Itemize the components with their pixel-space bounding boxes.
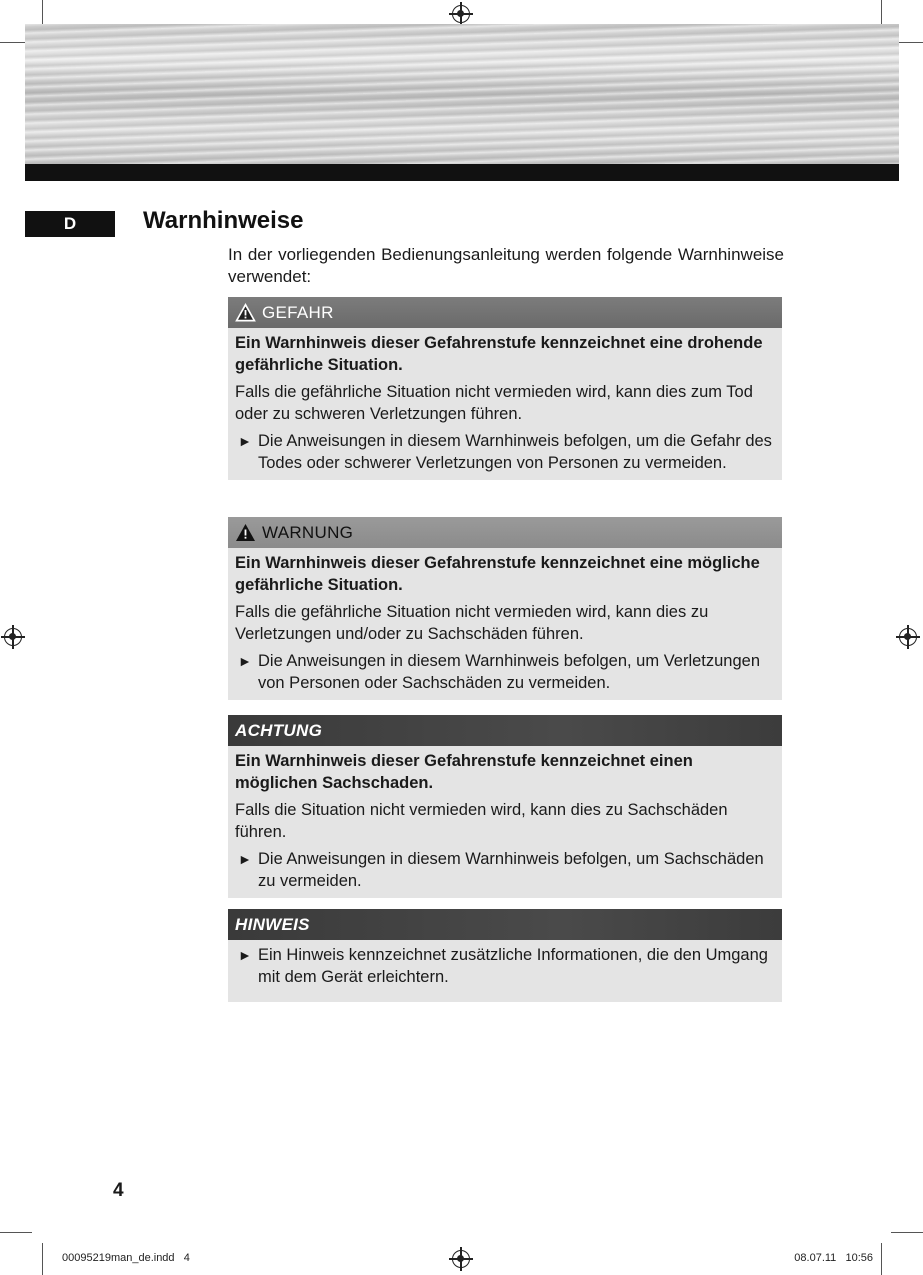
warning-box-bullet xyxy=(235,430,774,474)
registration-mark-icon xyxy=(452,1250,470,1268)
note-box-hinweis xyxy=(228,909,782,1002)
crop-mark xyxy=(891,1232,923,1233)
warning-box-label: WARNUNG xyxy=(262,523,354,542)
footer-datetime: 08.07.11 10:56 xyxy=(794,1252,873,1264)
warning-box-lead: Ein Warnhinweis dieser Gefahrenstufe kennzeichnet eine mögliche gefährliche Situation. xyxy=(235,554,760,594)
language-tab: D xyxy=(25,211,115,237)
warning-box-gefahr xyxy=(228,297,782,480)
warning-box-label: GEFAHR xyxy=(262,303,334,322)
note-box-header xyxy=(228,909,782,940)
warning-box-warnung xyxy=(228,517,782,700)
warning-box-text: Falls die Situation nicht vermieden wird, kann dies zu Sachschäden führen. xyxy=(235,801,728,841)
bullet-arrow-icon: ► xyxy=(238,653,252,669)
warning-box-bullet-text: Die Anweisungen in diesem Warnhinweis befolgen, um Sachschäden zu vermeiden. xyxy=(258,850,764,890)
header-banner-bar xyxy=(25,164,899,181)
warning-box-bullet xyxy=(235,848,774,892)
registration-mark-icon xyxy=(899,628,917,646)
bullet-arrow-icon: ► xyxy=(238,433,252,449)
warning-box-header xyxy=(228,297,782,328)
page-number: 4 xyxy=(113,1180,124,1201)
note-box-bullet xyxy=(235,944,774,988)
warning-box-header xyxy=(228,715,782,746)
header-banner xyxy=(25,24,899,164)
crop-mark xyxy=(0,1232,32,1233)
intro-text: In der vorliegenden Bedienungsanleitung werden folgende Warnhinweise verwendet: xyxy=(228,245,784,286)
registration-mark-icon xyxy=(4,628,22,646)
registration-mark-icon xyxy=(452,5,470,23)
warning-box-lead: Ein Warnhinweis dieser Gefahrenstufe kennzeichnet einen möglichen Sachschaden. xyxy=(235,752,693,792)
warning-box-bullet xyxy=(235,650,774,694)
warning-box-achtung xyxy=(228,715,782,898)
warning-triangle-icon xyxy=(235,523,256,542)
warning-triangle-icon xyxy=(235,303,256,322)
warning-box-bullet-text: Die Anweisungen in diesem Warnhinweis befolgen, um Verletzungen von Personen oder Sachschäden zu vermeiden. xyxy=(258,652,761,692)
warning-box-text: Falls die gefährliche Situation nicht vermieden wird, kann dies zum Tod oder zu schweren Verletzungen führen. xyxy=(235,383,753,423)
warning-box-header xyxy=(228,517,782,548)
warning-box-lead: Ein Warnhinweis dieser Gefahrenstufe kennzeichnet eine drohende gefährliche Situation. xyxy=(235,334,763,374)
crop-mark xyxy=(881,1243,882,1275)
note-box-label: HINWEIS xyxy=(235,915,310,934)
footer-filename: 00095219man_de.indd 4 xyxy=(62,1252,190,1264)
warning-box-bullet-text: Die Anweisungen in diesem Warnhinweis befolgen, um die Gefahr des Todes oder schwerer Verletzungen von Personen zu vermeiden. xyxy=(258,432,772,472)
bullet-arrow-icon: ► xyxy=(238,947,252,963)
note-box-bullet-text: Ein Hinweis kennzeichnet zusätzliche Informationen, die den Umgang mit dem Gerät erleichtern. xyxy=(258,946,768,986)
bullet-arrow-icon: ► xyxy=(238,851,252,867)
warning-box-label: ACHTUNG xyxy=(235,721,323,740)
page-title: Warnhinweise xyxy=(143,207,304,234)
warning-box-text: Falls die gefährliche Situation nicht vermieden wird, kann dies zu Verletzungen und/oder zu Sachschäden führen. xyxy=(235,603,709,643)
crop-mark xyxy=(42,1243,43,1275)
